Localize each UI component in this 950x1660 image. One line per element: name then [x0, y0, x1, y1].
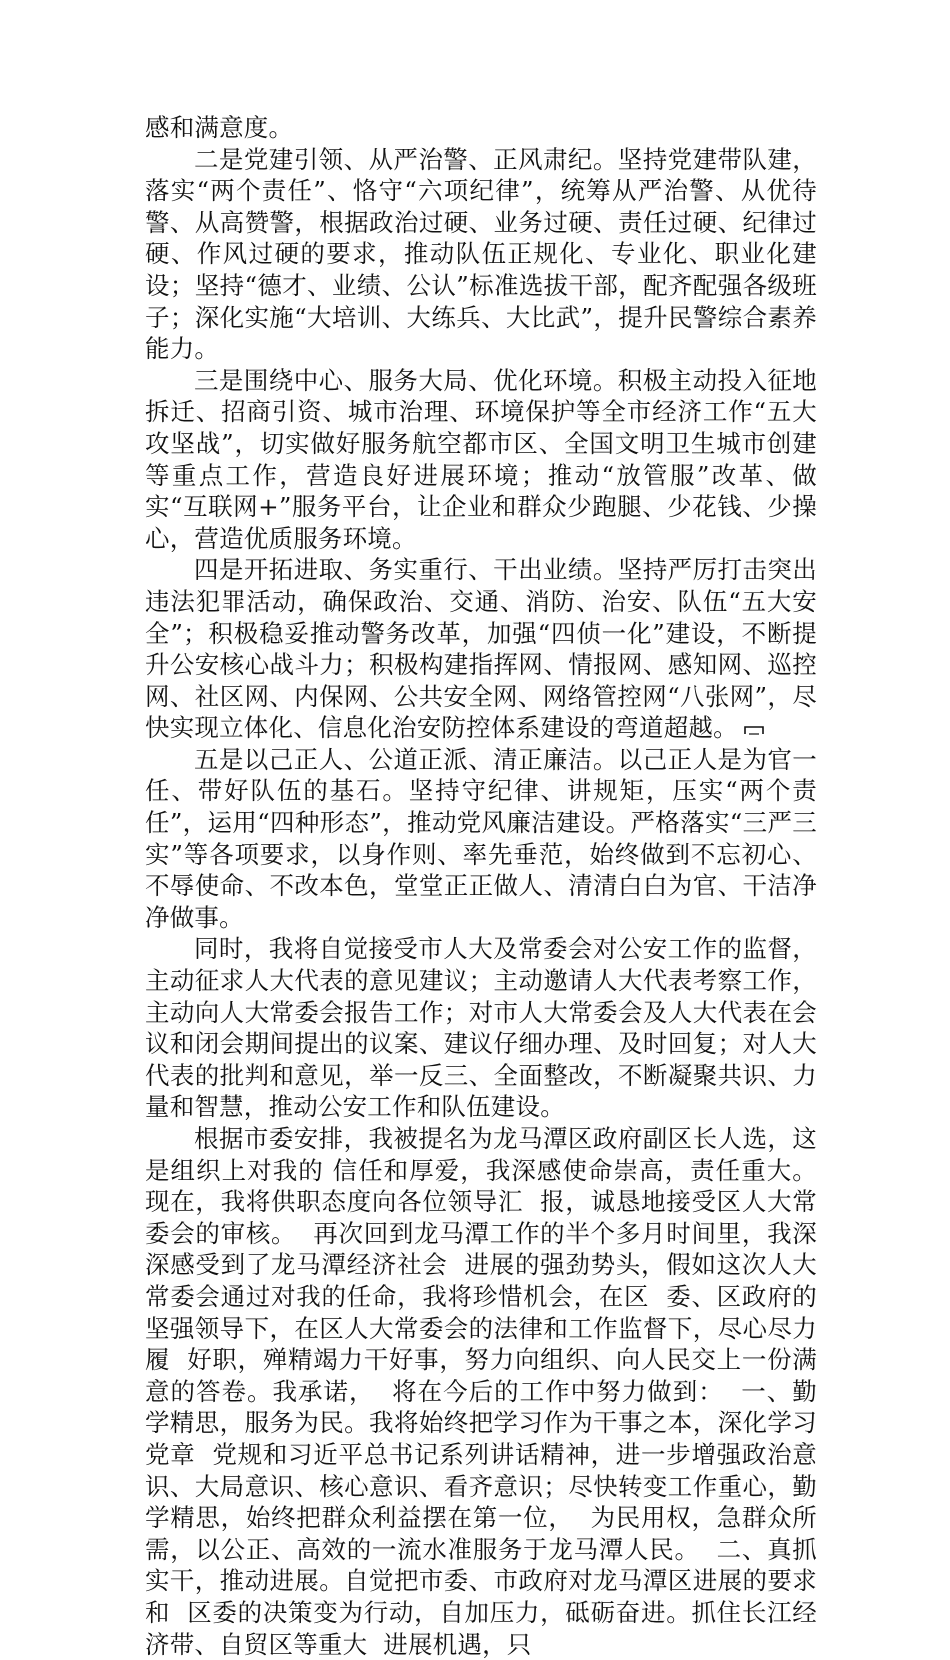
- paragraph-4-text: 四是开拓进取、务实重行、干出业绩。坚持严厉打击突出违法犯罪活动，确保政治、交通、消防、治安、队伍“五大安全”；积极稳妥推动警务改革，加强“四侦一化”建设，不断提升公安核心战斗力；积极构建指挥网、情报网、感知网、巡控网、社区网、内保网、公共安全网、网络管控网“八张网”，尽快实现立体化、信息化治安防控体系建设的弯道超越。: [145, 555, 817, 743]
- paragraph-7: 根据市委安排，我被提名为龙马潭区政府副区长人选，这是组织上对我的 信任和厚爱，我深感使命崇高，责任重大。现在，我将供职态度向各位领导汇 报，诚恳地接受区人大常委会的审核。 再次回到龙马潭工作的半个多月时间里，我深深感受到了龙马潭经济社会 进展的强劲势头，假如这次人大常委会通过对我的任命，我将珍惜机会，在区 委、区政府的坚强领导下，在区人大常委会的法律和工作监督下，尽心尽力履 好职，殚精竭力干好事，努力向组织、向人民交上一份满意的答卷。我承诺， 将在今后的工作中努力做到： 一、勤学精思，服务为民。我将始终把学习作为干事之本，深化学习党章 党规和习近平总书记系列讲话精神，进一步增强政治意识、大局意识、核心意识、看齐意识；尽快转变工作重心，勤学精思，始终把群众利益摆在第一位， 为民用权，急群众所需，以公正、高效的一流水准服务于龙马潭人民。 二、真抓实干，推动进展。自觉把市委、市政府对龙马潭区进展的要求和 区委的决策变为行动，自加压力，砥砺奋进。抓住长江经济带、自贸区等重大 进展机遇，只: [145, 1124, 817, 1659]
- document-body: [145, 112, 817, 1660]
- paragraph-3: 三是围绕中心、服务大局、优化环境。积极主动投入征地拆迁、招商引资、城市治理、环境保护等全市经济工作“五大攻坚战”，切实做好服务航空都市区、全国文明卫生城市创建等重点工作，营造良好进展环境；推动“放管服”改革、做实“互联网+”服务平台，让企业和群众少跑腿、少花钱、少操心，营造优质服务环境。: [145, 365, 817, 553]
- edit-mark-icon: [744, 725, 764, 735]
- paragraph-6: 同时，我将自觉接受市人大及常委会对公安工作的监督，主动征求人大代表的意见建议；主动邀请人大代表考察工作，主动向人大常委会报告工作；对市人大常委会及人大代表在会议和闭会期间提出的议案、建议仔细办理、及时回复；对人大代表的批判和意见，举一反三、全面整改，不断凝聚共识、力量和智慧，推动公安工作和队伍建设。: [145, 934, 817, 1122]
- paragraph-5: 五是以己正人、公道正派、清正廉洁。以己正人是为官一任、带好队伍的基石。坚持守纪律、讲规矩，压实“两个责任”，运用“四种形态”，推动党风廉洁建设。严格落实“三严三实”等各项要求，以身作则、率先垂范，始终做到不忘初心、不辱使命、不改本色，堂堂正正做人、清清白白为官、干洁净净做事。: [145, 744, 817, 932]
- paragraph-1: 感和满意度。: [145, 113, 294, 142]
- paragraph-2: 二是党建引领、从严治警、正风肃纪。坚持党建带队建，落实“两个责任”、恪守“六项纪律”，统筹从严治警、从优待警、从高赞警，根据政治过硬、业务过硬、责任过硬、纪律过硬、作风过硬的要求，推动队伍正规化、专业化、职业化建设；坚持“德才、业绩、公认”标准选拔干部，配齐配强各级班子；深化实施“大培训、大练兵、大比武”，提升民警综合素养能力。: [145, 144, 817, 364]
- paragraph-4: [145, 554, 817, 744]
